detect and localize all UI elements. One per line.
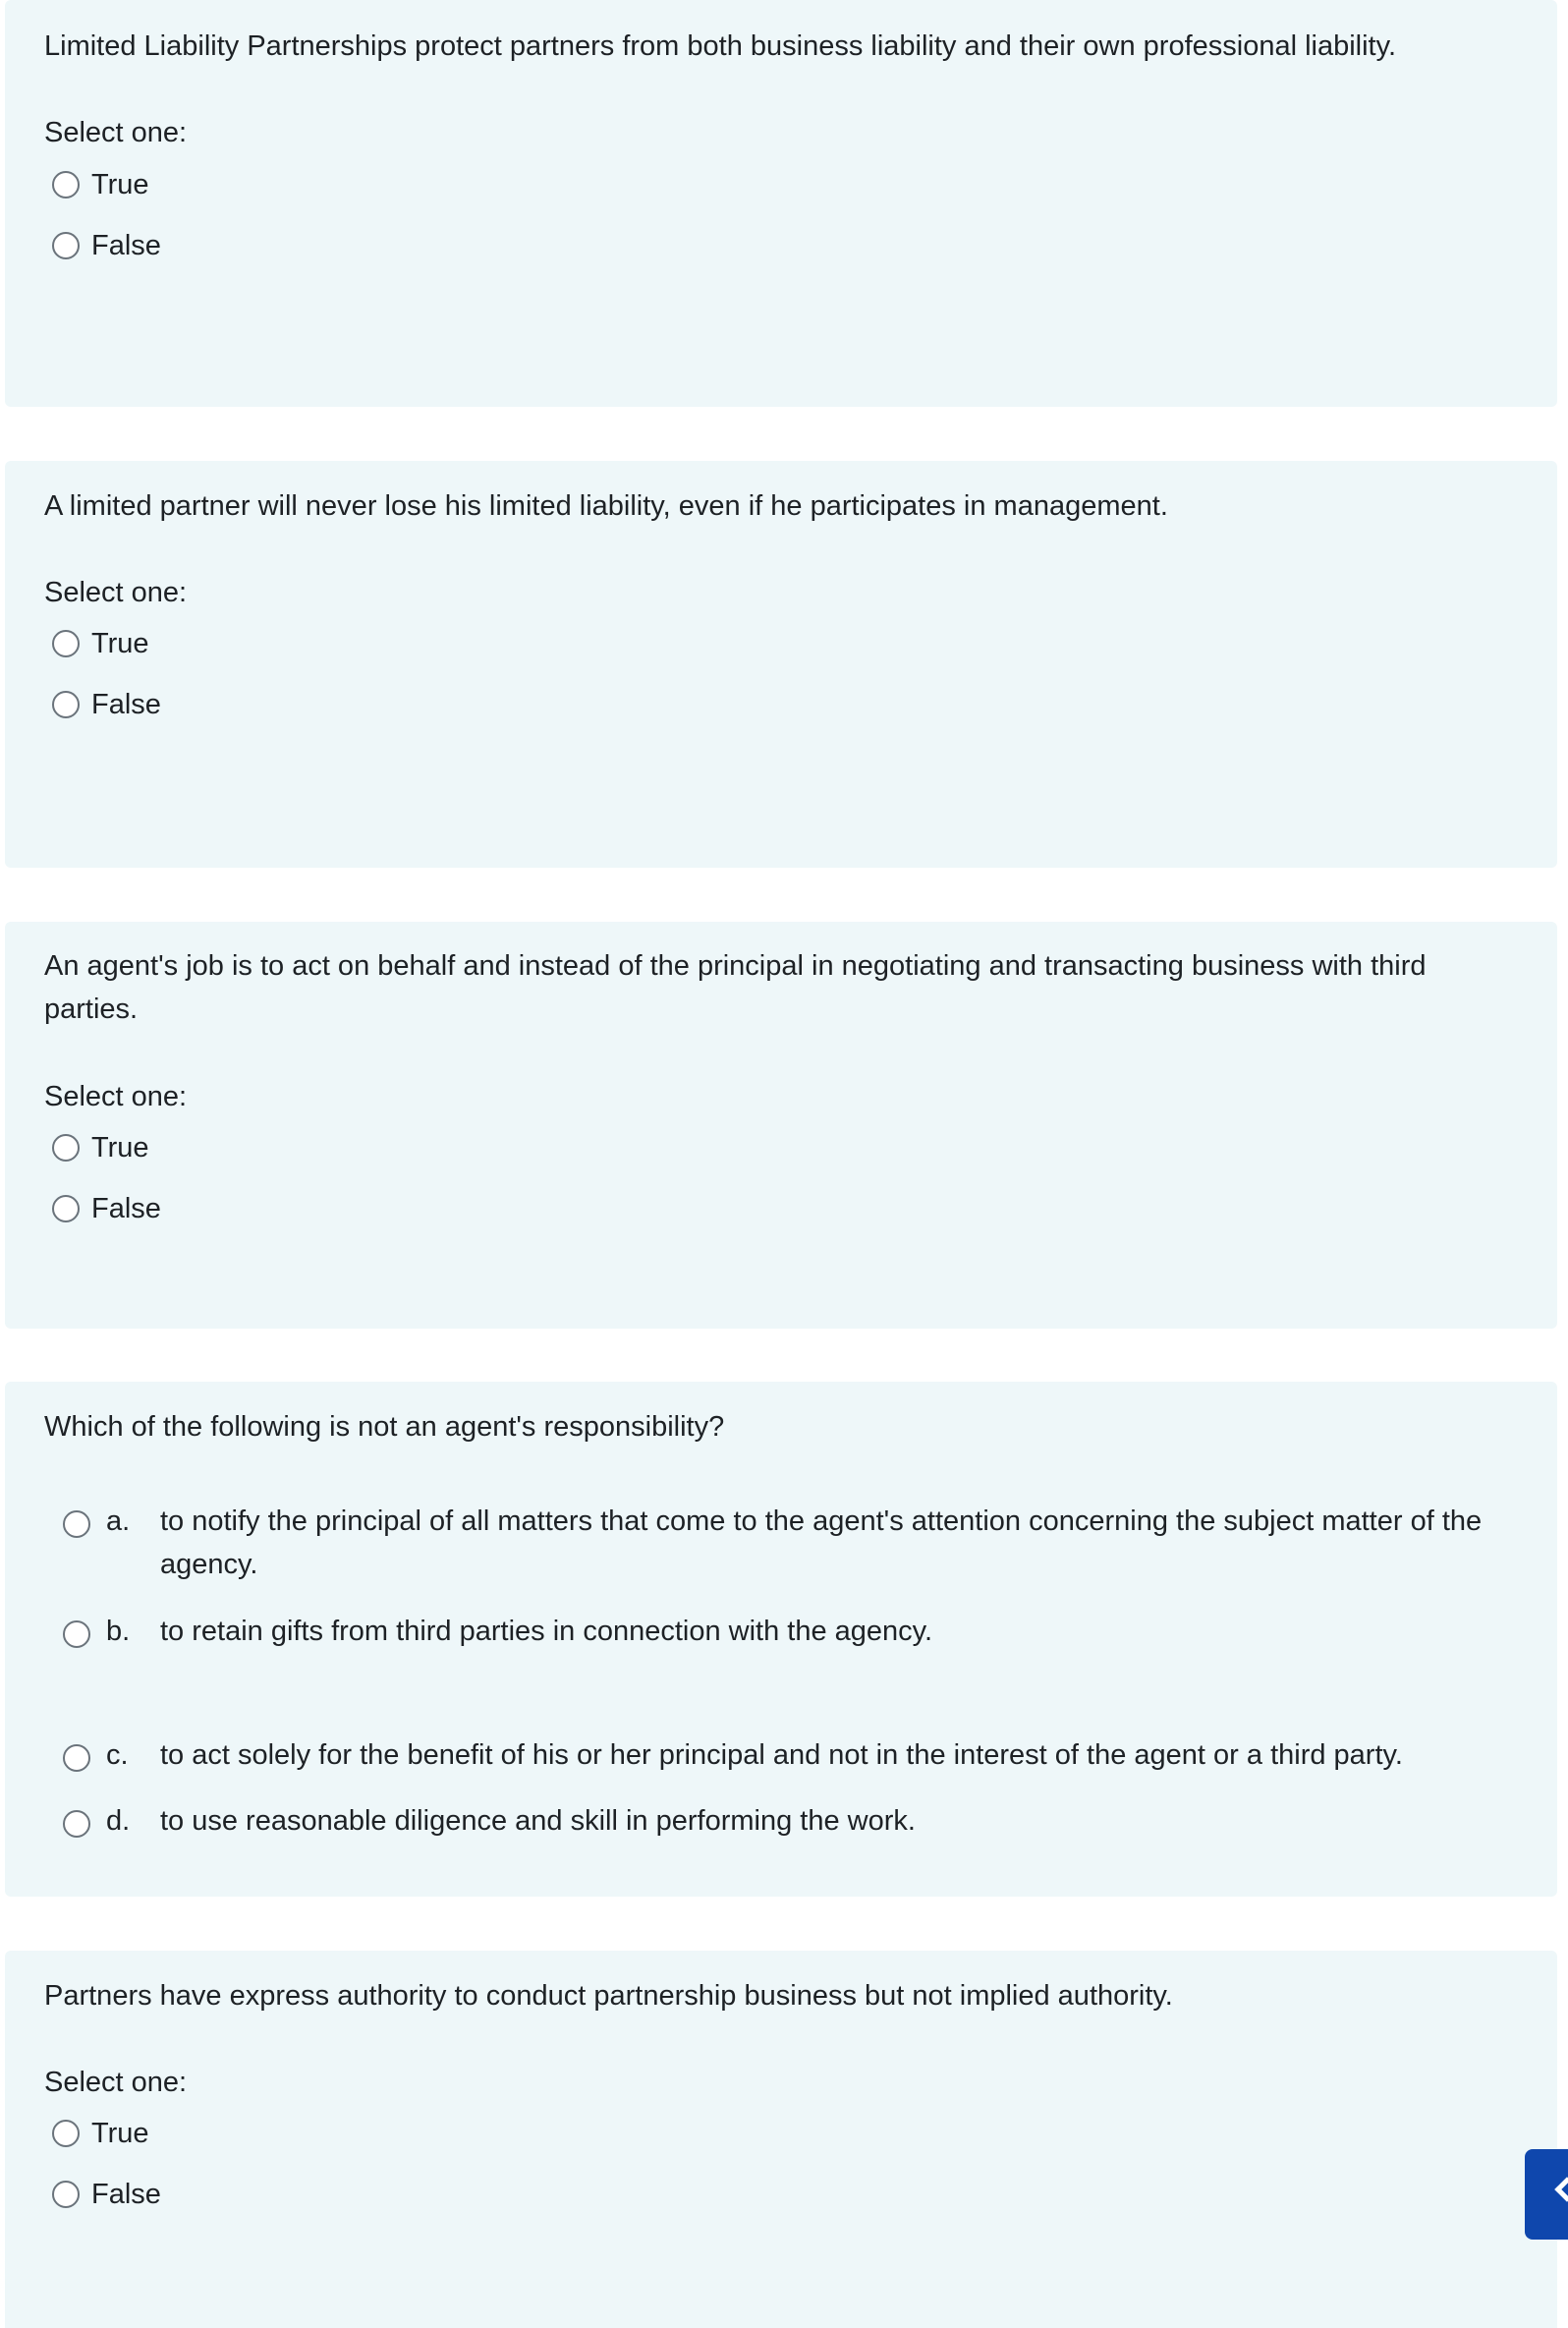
radio-button[interactable] bbox=[63, 1510, 90, 1538]
option-text: to act solely for the benefit of his or her principal and not in the interest of the agent or a third party. bbox=[160, 1739, 1403, 1771]
question-text: Partners have express authority to conduct partnership business but not implied authority. bbox=[44, 1980, 1173, 2012]
radio-button[interactable] bbox=[52, 232, 80, 259]
option-label: True bbox=[91, 169, 149, 200]
question-5 bbox=[5, 1951, 1557, 2328]
chevron-left-icon bbox=[1554, 2177, 1568, 2201]
select-one-prompt: Select one: bbox=[44, 1081, 188, 1112]
option-text: to notify the principal of all matters that come to the agent's attention concerning the subject matter of the agency. bbox=[160, 1505, 1483, 1580]
radio-button[interactable] bbox=[63, 1744, 90, 1772]
question-text: A limited partner will never lose his limited liability, even if he participates in management. bbox=[44, 490, 1168, 522]
option-label: False bbox=[91, 1193, 161, 1224]
option-letter: b. bbox=[106, 1616, 131, 1647]
radio-button[interactable] bbox=[52, 691, 80, 718]
radio-button[interactable] bbox=[63, 1620, 90, 1648]
select-one-prompt: Select one: bbox=[44, 577, 188, 608]
radio-button[interactable] bbox=[63, 1810, 90, 1838]
option-letter: c. bbox=[106, 1739, 129, 1771]
drawer-toggle-button[interactable] bbox=[1525, 2149, 1568, 2240]
select-one-prompt: Select one: bbox=[44, 117, 188, 148]
option-label: True bbox=[91, 1132, 149, 1164]
question-text: An agent's job is to act on behalf and instead of the principal in negotiating and transacting business with third parties. bbox=[44, 950, 1427, 1025]
option-label: True bbox=[91, 2118, 149, 2149]
question-2 bbox=[5, 461, 1557, 868]
radio-button[interactable] bbox=[52, 630, 80, 657]
radio-button[interactable] bbox=[52, 1134, 80, 1162]
question-4 bbox=[5, 1382, 1557, 1897]
radio-button[interactable] bbox=[52, 2181, 80, 2208]
option-label: True bbox=[91, 628, 149, 659]
option-false[interactable] bbox=[52, 2177, 161, 2212]
option-false[interactable] bbox=[52, 1191, 161, 1226]
option-false[interactable] bbox=[52, 228, 161, 263]
option-label: False bbox=[91, 689, 161, 720]
question-text: Which of the following is not an agent's responsibility? bbox=[44, 1411, 725, 1443]
option-label: False bbox=[91, 2179, 161, 2210]
select-one-prompt: Select one: bbox=[44, 2067, 188, 2098]
option-true[interactable] bbox=[52, 626, 149, 661]
option-text: to use reasonable diligence and skill in performing the work. bbox=[160, 1805, 916, 1837]
option-true[interactable] bbox=[52, 1130, 149, 1165]
option-text: to retain gifts from third parties in connection with the agency. bbox=[160, 1616, 933, 1647]
radio-button[interactable] bbox=[52, 2120, 80, 2147]
question-1 bbox=[5, 0, 1557, 407]
option-true[interactable] bbox=[52, 167, 149, 202]
option-letter: a. bbox=[106, 1505, 131, 1537]
question-text: Limited Liability Partnerships protect partners from both business liability and their own professional liability. bbox=[44, 30, 1397, 62]
option-true[interactable] bbox=[52, 2116, 149, 2151]
option-false[interactable] bbox=[52, 687, 161, 722]
radio-button[interactable] bbox=[52, 1195, 80, 1222]
question-3 bbox=[5, 922, 1557, 1329]
option-letter: d. bbox=[106, 1805, 131, 1837]
option-label: False bbox=[91, 230, 161, 261]
radio-button[interactable] bbox=[52, 171, 80, 199]
